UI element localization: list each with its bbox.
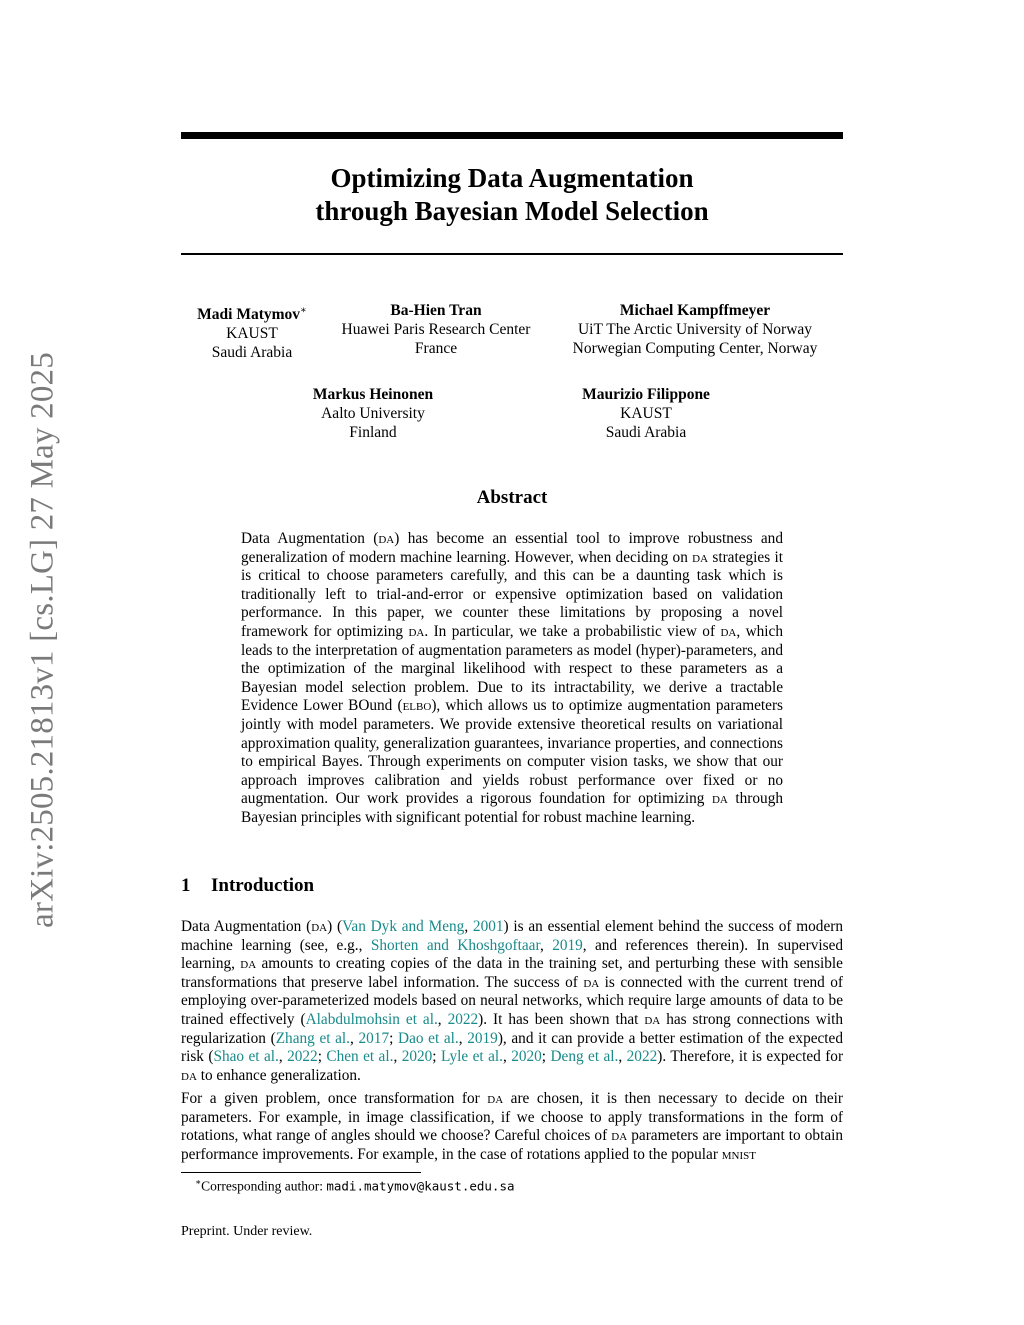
section-heading <box>181 875 314 897</box>
preprint-note: Preprint. Under review. <box>181 1224 313 1239</box>
footnote <box>195 1177 515 1195</box>
author-location: Finland <box>349 424 397 441</box>
citation-link[interactable]: Shorten and Khoshgoftaar <box>370 936 540 954</box>
author-name: Markus Heinonen <box>312 386 434 403</box>
acronym: da <box>583 973 600 991</box>
citation-link[interactable]: Van Dyk and Meng <box>342 918 465 935</box>
author-affiliation: Aalto University <box>321 405 425 422</box>
title-line-1: Optimizing Data Augmentation <box>330 163 694 193</box>
section-number: 1 <box>181 875 191 896</box>
footnote-mark: ∗ <box>195 1177 202 1187</box>
acronym: da <box>611 1127 628 1145</box>
author-block <box>342 301 531 358</box>
author-email: madi.matymov@kaust.edu.sa <box>326 1178 515 1194</box>
citation-link[interactable]: 2019 <box>467 1029 498 1047</box>
citation-link[interactable]: 2022 <box>447 1010 479 1028</box>
author-location: France <box>414 340 458 357</box>
author-name: Maurizio Filippone <box>582 386 710 403</box>
intro-paragraph-1: Data Augmentation (da) (Van Dyk and Meng, 2001) is an essential element behind the success of modern machine learning (see, e.g., Shorten and Khoshgoftaar, 2019, and references therein). In supervised learning, da amounts to creating copies of the data in the training set, and perturbing these with sensible transformations that preserve label information. The success of da is connected with the current trend of employing over-parameterized models based on neural networks, which require large amounts of data to be trained effectively (Alabdulmohsin et al., 2022). It has been shown that da has strong connections with regularization (Zhang et al., 2017; Dao et al., 2019), and it can provide a better estimation of the expected risk (Shao et al., 2022; Chen et al., 2020; Lyle et al., 2020; Deng et al., 2022). Therefore, it is expected for da to enhance generalization. <box>181 918 844 1084</box>
footnote-mark: ∗ <box>300 305 307 316</box>
title-bottom-rule <box>181 253 843 255</box>
author-block <box>582 385 710 442</box>
author-block <box>573 301 818 358</box>
author-name: Michael Kampffmeyer <box>619 302 771 319</box>
acronym: da <box>240 955 257 973</box>
paper-title <box>181 162 843 228</box>
author-affiliation: UiT The Arctic University of Norway <box>577 321 813 338</box>
arxiv-sidebar-stamp: arXiv:2505.21813v1 [cs.LG] 27 May 2025 <box>24 352 61 928</box>
acronym: mnist <box>721 1145 756 1163</box>
author-name: Madi Matymov <box>197 306 301 324</box>
citation-link[interactable]: Shao et al. <box>213 1048 279 1066</box>
acronym: da <box>311 918 328 935</box>
title-top-rule <box>181 132 843 139</box>
intro-paragraph-2: For a given problem, once transformation for da are chosen, it is then necessary to decide on their parameters. For example, in image classification, if we choose to apply transformations in the form of rotations, what range of angles should we choose? Careful choices of da parameters are important to obtain performance improvements. For example, in the case of rotations applied to the popular mnist <box>181 1090 844 1163</box>
citation-link[interactable]: 2022 <box>287 1048 318 1066</box>
citation-link[interactable]: Deng et al. <box>550 1048 619 1066</box>
acronym: da <box>181 1066 197 1084</box>
footnote-rule <box>181 1172 421 1173</box>
author-affiliation: KAUST <box>226 325 278 343</box>
author-affiliation: Huawei Paris Research Center <box>341 321 531 338</box>
author-block <box>313 385 433 442</box>
section-title: Introduction <box>211 875 315 896</box>
abstract-heading: Abstract <box>476 487 548 508</box>
acronym: da <box>644 1010 661 1028</box>
citation-link[interactable]: Alabdulmohsin et al. <box>305 1010 438 1028</box>
author-name: Ba-Hien Tran <box>390 302 482 319</box>
citation-link[interactable]: Lyle et al. <box>440 1048 503 1066</box>
footnote-label: Corresponding author: <box>201 1178 327 1194</box>
citation-link[interactable]: 2019 <box>552 936 583 954</box>
citation-link[interactable]: 2020 <box>511 1048 542 1066</box>
abstract-body: Data Augmentation (da) has become an essential tool to improve robustness and generalization of modern machine learning. However, when deciding on da strategies it is critical to choose parameters carefully, and this can be a daunting task which is traditionally left to trial-and-error or expensive optimization based on validation performance. In this paper, we counter these limitations by proposing a novel framework for optimizing da. In particular, we take a probabilistic view of da, which leads to the interpretation of augmentation parameters as model (hyper)-parameters, and the optimization of the marginal likelihood with respect to these parameters as a Bayesian model selection problem. Due to its intractability, we derive a tractable Evidence Lower BOund (elbo), which allows us to optimize augmentation parameters jointly with model parameters. We provide extensive theoretical results on variational approximation quality, generalization guarantees, invariance properties, and connections to empirical Bayes. Through experiments on computer vision tasks, we show that our approach improves calibration and yields robust performance over fixed or no augmentation. Our work provides a rigorous foundation for optimizing da through Bayesian principles with significant potential for robust machine learning. <box>241 530 783 826</box>
citation-link[interactable]: Chen et al. <box>326 1048 394 1066</box>
author-affiliation: KAUST <box>620 405 672 422</box>
citation-link[interactable]: Zhang et al. <box>275 1029 351 1047</box>
author-location: Saudi Arabia <box>605 424 687 441</box>
title-line-2: through Bayesian Model Selection <box>315 196 709 226</box>
author-location: Saudi Arabia <box>211 344 293 362</box>
acronym: da <box>487 1090 504 1107</box>
citation-link[interactable]: 2020 <box>401 1048 433 1066</box>
citation-link[interactable]: 2017 <box>358 1029 390 1047</box>
author-location: Norwegian Computing Center, Norway <box>572 340 818 357</box>
citation-link[interactable]: 2022 <box>626 1048 658 1066</box>
citation-link[interactable]: Dao et al. <box>398 1029 459 1047</box>
author-block <box>197 301 307 362</box>
citation-link[interactable]: 2001 <box>472 918 504 935</box>
